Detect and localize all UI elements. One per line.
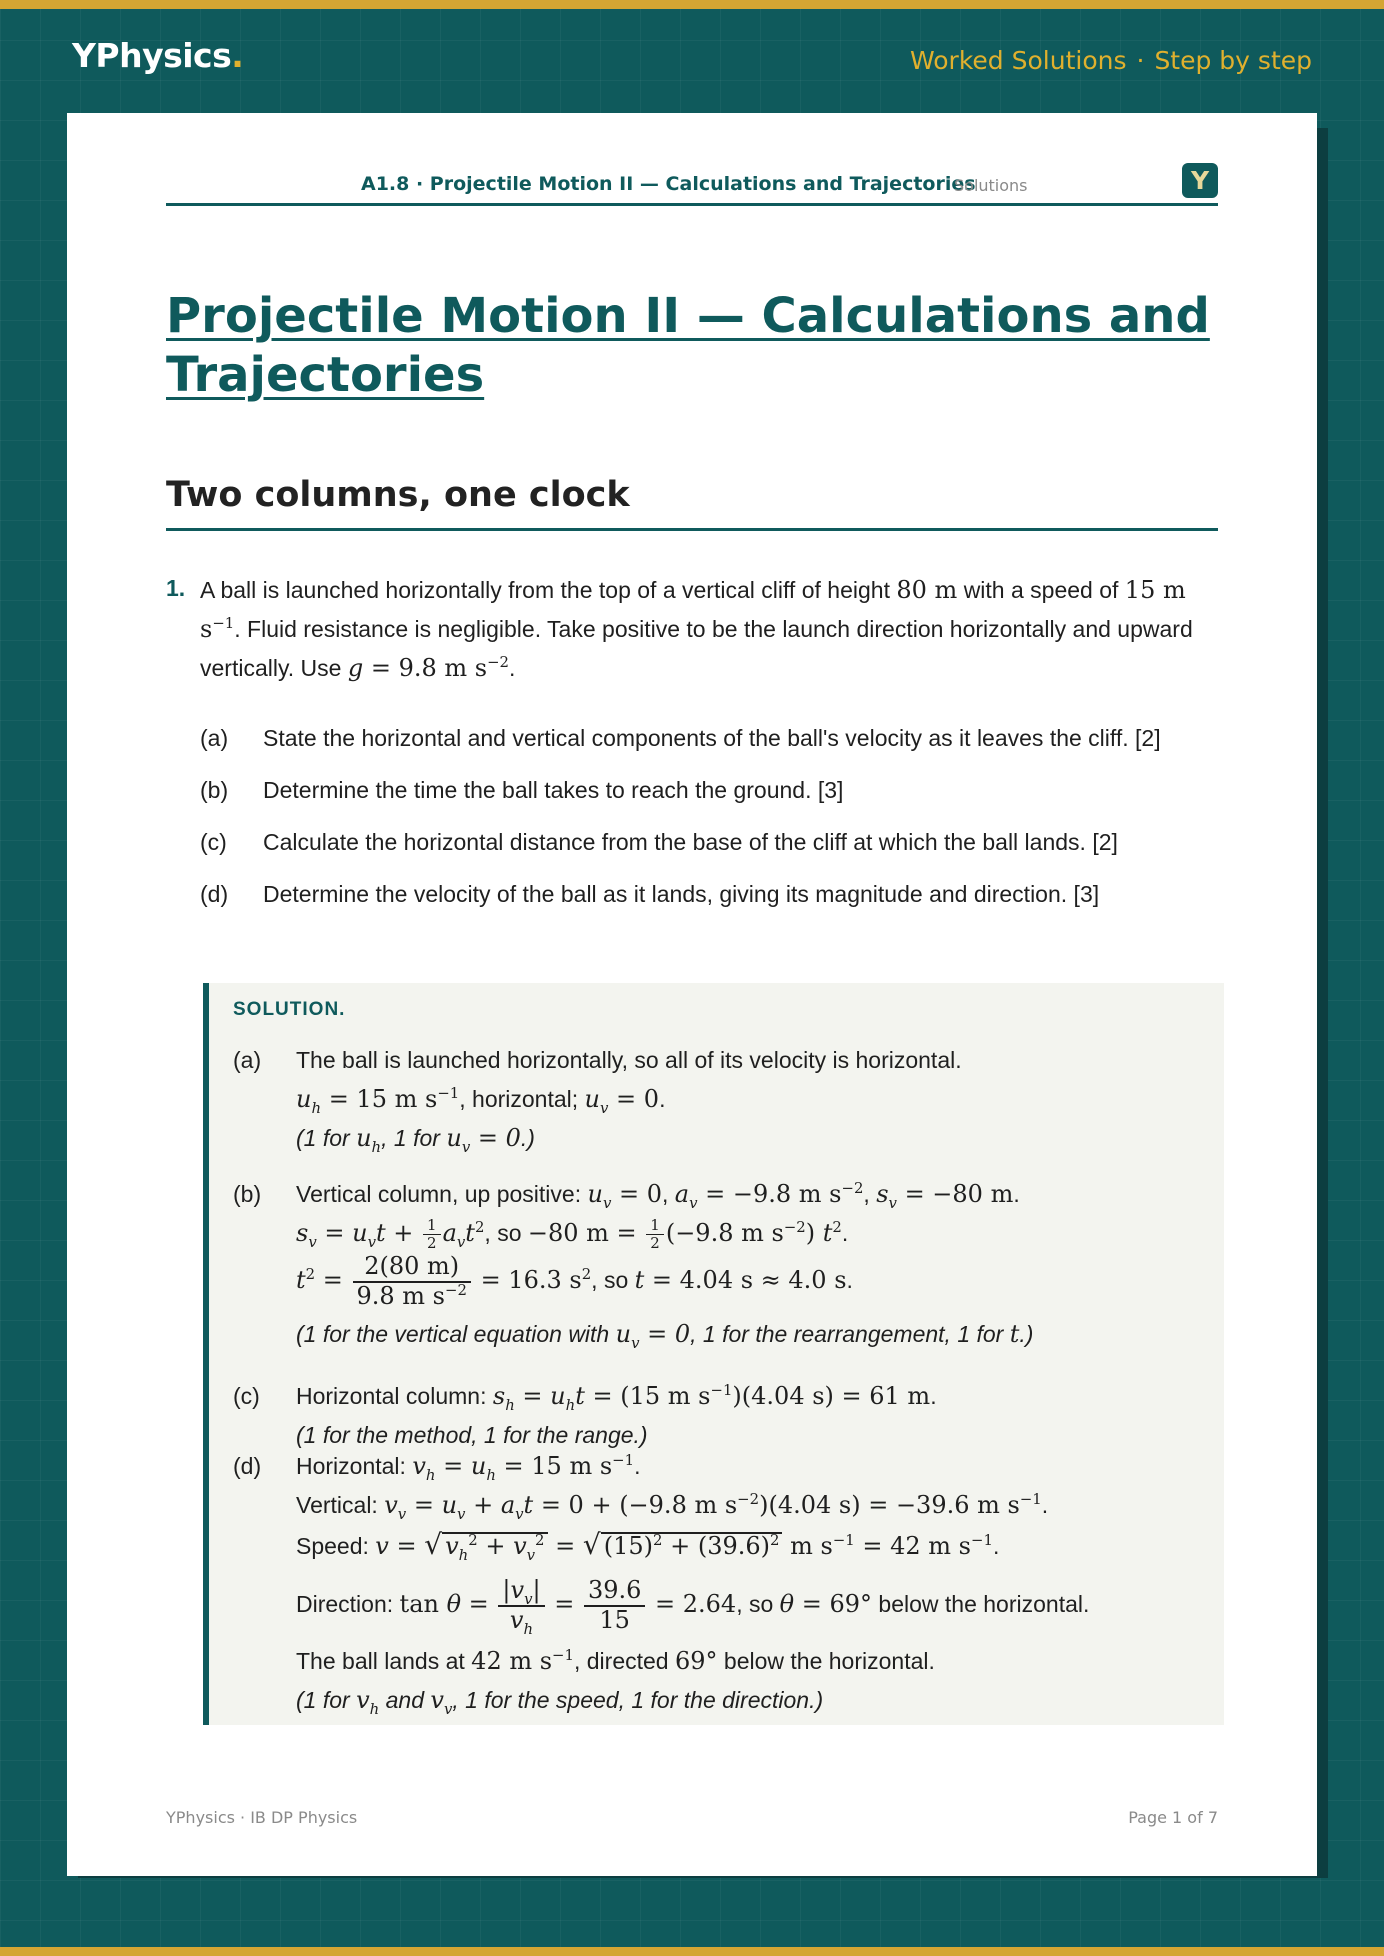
solution-label: (b) <box>233 1181 262 1207</box>
solution-c-line-1: Horizontal column: $s_h = u_ht = (15$ m $s^{-1})(4.04$ s) = 61 m. <box>296 1381 937 1414</box>
part-label: (c) <box>200 829 227 855</box>
part-text: Calculate the horizontal distance from the base of the cliff at which the ball lands. [2] <box>263 829 1118 855</box>
solution-b-mark-note: (1 for the vertical equation with $u_v = 0$, 1 for the rearrangement, 1 for t.) <box>296 1320 1034 1352</box>
solution-part-d <box>233 1447 1213 1720</box>
solution-b-line-3: $t^2$ = $\frac{2(80 m)}{9.8 m s^{-2}}$ = 16.3 $s^2$, so t = 4.04 s ≈ 4.0 s. <box>296 1252 853 1310</box>
top-accent-bar <box>0 0 1384 9</box>
solution-a-line-2: $u_h = 15$ m $s^{-1}$, horizontal; $u_v = 0$. <box>296 1084 666 1117</box>
solution-b-line-2: $s_v = u_vt$ + $\frac{1}{2}$ $a_vt^2$, so −80 m = $\frac{1}{2}$ (−9.8 m $s^{-2}$) $t^2$. <box>296 1215 849 1252</box>
section-heading: Two columns, one clock <box>166 475 1218 531</box>
tagline-worked-solutions: Worked Solutions <box>910 46 1127 75</box>
solution-d-mark-note: (1 for $v_h$ and $v_v$, 1 for the speed, 1 for the direction.) <box>296 1686 824 1718</box>
running-head <box>166 165 1218 206</box>
solution-label: (c) <box>233 1383 260 1409</box>
running-head-title: A1.8 · Projectile Motion II — Calculations and Trajectories <box>361 173 976 195</box>
solution-label: (a) <box>233 1047 262 1073</box>
question-part-b <box>200 771 1220 810</box>
cliff-height: 80 m <box>896 576 958 604</box>
solution-part-b <box>233 1175 1213 1354</box>
solution-part-c <box>233 1377 1213 1455</box>
bottom-accent-bar <box>0 1947 1384 1956</box>
solution-a-line-1: The ball is launched horizontally, so all of its velocity is horizontal. <box>296 1047 962 1073</box>
running-head-subtitle: Solutions <box>954 176 1028 195</box>
ypsilon-logo-icon: Y <box>1182 163 1218 198</box>
part-label: (d) <box>200 881 229 907</box>
part-label: (b) <box>200 777 229 803</box>
page-title: Projectile Motion II — Calculations and Trajectories <box>166 288 1210 403</box>
solution-a-mark-note: (1 for $u_h$, 1 for $u_v = 0$.) <box>296 1124 535 1156</box>
solution-c-mark-note: (1 for the method, 1 for the range.) <box>296 1422 648 1448</box>
solution-label: (d) <box>233 1453 262 1479</box>
site-tagline <box>910 46 1312 75</box>
solution-d-conclusion: The ball lands at 42 m $s^{-1}$, directed 69° below the horizontal. <box>296 1646 935 1675</box>
gravity-value: g = 9.8 m $s^{-2}$ <box>347 653 510 682</box>
question-part-c <box>200 823 1220 862</box>
footer-source: YPhysics · IB DP Physics <box>166 1808 358 1827</box>
solution-d-vertical: Vertical: $v_v = u_v + a_vt = 0 + (-9.8$ m $s^{-2})(4.04$ s) = −39.6 m $s^{-1}$. <box>296 1490 1049 1523</box>
question-parts <box>200 719 1220 927</box>
part-text: Determine the velocity of the ball as it lands, giving its magnitude and direction. [3] <box>263 881 1100 907</box>
document-page <box>67 113 1317 1876</box>
solution-d-speed: Speed: v = √ $v_h^2 + v_v^2$ = √ $(15)^2 + (39.6)^2$ m $s^{-1} = 42$ m $s^{-1}$. <box>296 1528 1000 1564</box>
solution-d-horizontal: Horizontal: $v_h = u_h = 15$ m $s^{-1}$. <box>296 1451 641 1484</box>
tagline-step-by-step: Step by step <box>1154 46 1312 75</box>
solution-part-a <box>233 1041 1213 1158</box>
launch-speed: 15 m $s^{-1}$ <box>200 576 1186 643</box>
question-stem: A ball is launched horizontally from the top of a vertical cliff of height 80 m with a speed of 15 m $s^{-1}$. Fluid resistance is negligible. Take positive to be the launch direction horizontally and upward vertically. Use g = 9.8 m $s^{-2}$. <box>200 576 1193 682</box>
part-text: State the horizontal and vertical components of the ball's velocity as it leaves the cliff. [2] <box>263 725 1161 751</box>
stem-text-2: with a speed of <box>963 577 1119 603</box>
brand-dot: . <box>231 36 244 75</box>
solution-box <box>203 983 1224 1725</box>
solution-heading: SOLUTION. <box>233 999 346 1020</box>
tagline-separator: · <box>1136 46 1145 75</box>
question-number: 1. <box>166 575 186 601</box>
solution-d-direction: Direction: tan θ = $\frac{|v_v|}{v_h}$ = $\frac{39.6}{15}$ = 2.64, so θ = 69° below the horizontal. <box>296 1575 1090 1638</box>
stem-text-1: A ball is launched horizontally from the top of a vertical cliff of height <box>200 577 890 603</box>
site-header <box>72 36 1312 86</box>
brand-name: YPhysics <box>72 36 232 75</box>
question-part-d <box>200 875 1220 914</box>
stem-text-3: . Fluid resistance is negligible. Take positive to be the launch direction horizontally and upward vertically. Use <box>200 616 1193 681</box>
brand-logo[interactable] <box>72 36 243 75</box>
part-text: Determine the time the ball takes to reach the ground. [3] <box>263 777 844 803</box>
part-label: (a) <box>200 725 229 751</box>
question-part-a <box>200 719 1220 758</box>
footer-page-number: Page 1 of 7 <box>1128 1808 1218 1827</box>
solution-b-line-1: Vertical column, up positive: $u_v = 0$, $a_v = -9.8$ m $s^{-2}$, $s_v = -80$ m. <box>296 1179 1020 1212</box>
